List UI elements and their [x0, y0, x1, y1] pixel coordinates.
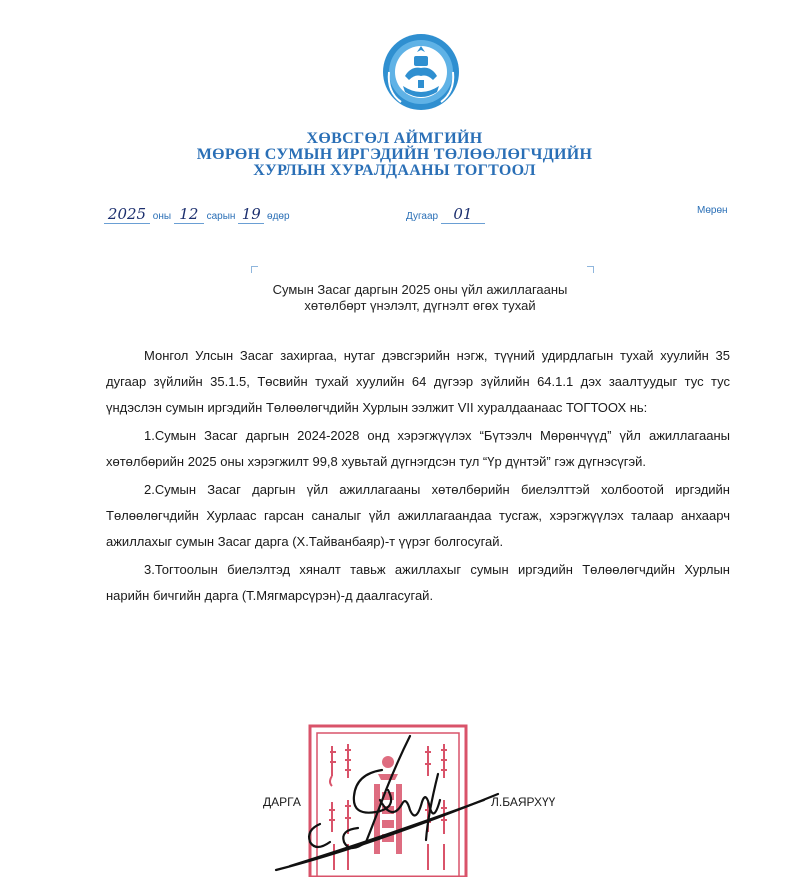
document-date — [104, 205, 290, 224]
preamble-paragraph: Монгол Улсын Засаг захиргаа, нутаг дэвсгэрийн нэгж, түүний удирдлагын тухай хуулийн 35 дугаар зүйлийн 35.1.5, Төсвийн тухай хуулийн 64 дүгээр зүйлийн 64.1.1 дэх заалтуудыг тус тус үндэслэн сумын иргэдийн Төлөөлөгчдийн Хурлын ээлжит VII хуралдаанаас ТОГТООХ нь: — [106, 348, 730, 415]
subject-line1: Сумын Засаг даргын 2025 оны үйл ажиллагааны — [272, 282, 568, 297]
clause-3: 3.Тогтоолын биелэлтэд хяналт тавьж ажиллахыг сумын иргэдийн Төлөөлөгчдийн Хурлын нарийн бичгийн дарга (Т.Мягмарсүрэн)-д даалгасугай. — [106, 562, 730, 603]
subject-corner-left — [251, 266, 258, 273]
subject-line2: хөтөлбөрт үнэлэлт, дүгнэлт өгөх тухай — [304, 298, 536, 313]
number-label: Дугаар — [406, 211, 439, 222]
date-day-suffix: өдөр — [267, 211, 290, 222]
signatory-name: Л.БАЯРХҮҮ — [491, 795, 556, 809]
document-type-title: ХУРЛЫН ХУРАЛДААНЫ ТОГТООЛ — [253, 162, 536, 179]
date-year-suffix: оны — [152, 211, 172, 222]
org-name-line1: ХӨВСГӨЛ АЙМГИЙН — [306, 130, 483, 147]
signatory-title: ДАРГА — [263, 795, 301, 809]
date-day: 19 — [238, 205, 264, 224]
clause-2: 2.Сумын Засаг даргын үйл ажиллагааны хөтөлбөрийн биелэлттэй холбоотой иргэдийн Төлөөлөгчдийн Хурлаас гарсан саналыг үйл ажиллагаандаа тусгаж, хэрэгжүүлэх талаар анхаарч ажиллахыг сумын Засаг дарга (Х.Тайванбаяр)-т үүрэг болгосугай. — [106, 482, 730, 549]
subject-corner-right — [587, 266, 594, 273]
date-month-suffix: сарын — [206, 211, 236, 222]
org-name-line2: МӨРӨН СУМЫН ИРГЭДИЙН ТӨЛӨӨЛӨГЧДИЙН — [196, 146, 593, 163]
date-month: 12 — [174, 205, 204, 224]
handwritten-signature — [270, 730, 500, 877]
resolution-body — [106, 343, 730, 611]
number-value: 01 — [441, 205, 485, 224]
date-year: 2025 — [104, 205, 150, 224]
document-number — [406, 205, 485, 224]
document-place: Мөрөн — [697, 205, 728, 216]
state-emblem-icon — [381, 32, 461, 112]
clause-1: 1.Сумын Засаг даргын 2024-2028 онд хэрэгжүүлэх “Бүтээлч Мөрөнчүүд” үйл ажиллагааны хөтөлбөрийн 2025 оны хэрэгжилт 99,8 хувьтай дүгнэгдсэн тул “Үр дүнтэй” гэж дүгнэсүгэй. — [106, 428, 730, 469]
